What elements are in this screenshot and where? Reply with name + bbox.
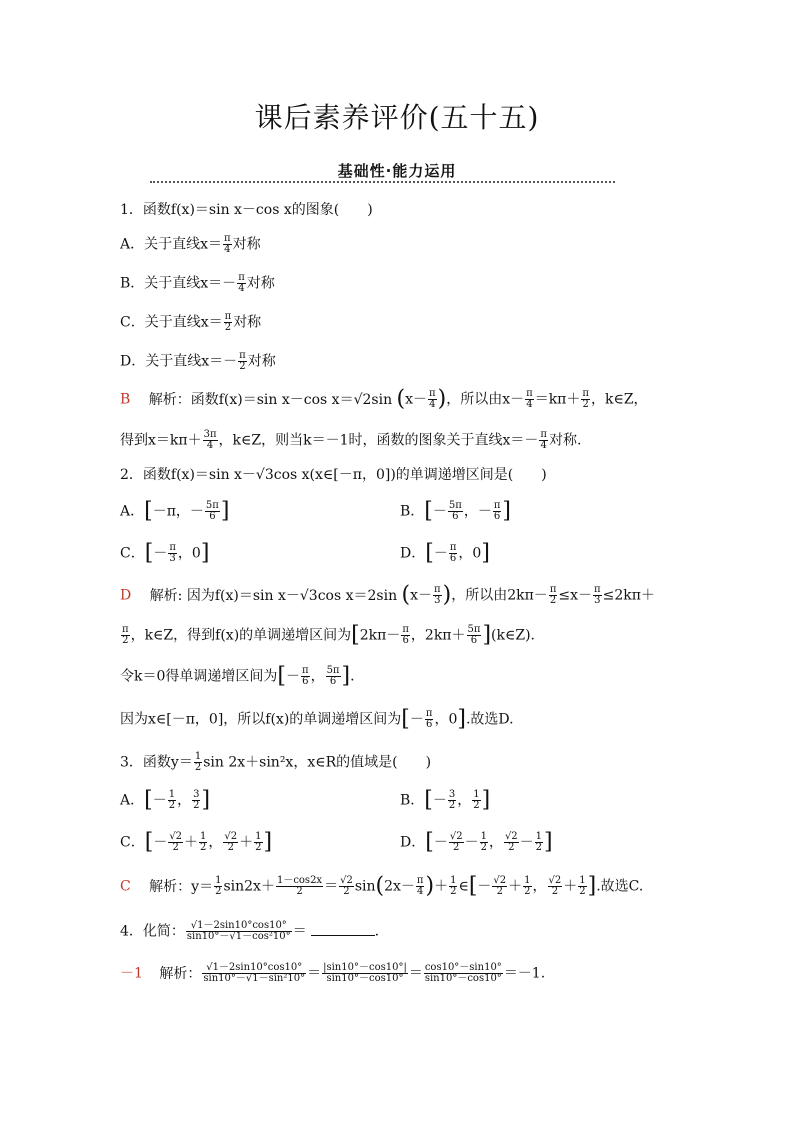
section-heading: 基础性·能力运用 (337, 162, 457, 180)
q4-stem: 4．化简： $\frac{√1-2\sin 10^\circ\cos 10^\circ}{\text{sin10°－√1－cos²10°}}$ ＝ . (120, 920, 380, 942)
answer-blank (311, 935, 375, 936)
q2-option-b: B．[－ $\frac{5\pi}{6}$ ，－ $\frac{\pi}{6}$ ] (400, 498, 511, 524)
q3-answer: C (120, 878, 131, 895)
q2-option-a: A．[－π，－ $\frac{5\pi}{6}$ ] (120, 498, 230, 524)
q2-solution-line1: D 解析: 因为f(x)＝sin x－√3cos x＝2sin (x－ $\frac{\pi}{3}$ )，所以由2kπ－ $\frac{\pi}{2}$ ≤x－ $\frac{\pi}{3}$ ≤2kπ＋ (120, 582, 655, 608)
q2-solution-line3: 令k＝0得单调递增区间为[－ $\frac{\pi}{6}$ ， $\frac{5\pi}{6}$ ]. (120, 663, 355, 689)
q1-option-d: D．关于直线x＝－ $\frac{\pi}{2}$ 对称 (120, 350, 276, 372)
q1-answer: B (120, 391, 131, 408)
q1-solution-line2: 得到x＝kπ＋ $\frac{3\pi}{4}$ ，k∈Z，则当k＝－1时，函数的图象关于直线x＝－ $\frac{\pi}{4}$ 对称. (120, 429, 582, 451)
q4-answer: －1 (120, 965, 143, 982)
q2-answer: D (120, 587, 132, 604)
q2-option-c: C．[－ $\frac{\pi}{3}$ ，0] (120, 540, 210, 566)
q1-solution-line1: B 解析：函数f(x)＝sin x－cos x＝√2sin (x－ $\frac{\pi}{4}$ )，所以由x－ $\frac{\pi}{4}$ ＝kπ＋ $\frac{\pi}{2}$ ，k∈Z， (120, 386, 648, 412)
q1-option-c: C．关于直线x＝ $\frac{\pi}{2}$ 对称 (120, 311, 262, 333)
q2-solution-line4: 因为x∈[－π，0]，所以f(x)的单调递增区间为[－ $\frac{\pi}{6}$ ，0].故选D. (120, 706, 514, 732)
q4-solution: －1 解析： $\frac{√1-2\sin 10^\circ\cos 10^\circ}{\text{sin10°－√1－sin²10°}}$ ＝ $\frac{|\sin 10^\circ-\cos 10^\circ|}{\sin 10^\circ-\cos 10^\circ}$ ＝ $\frac{\cos 10^\circ-\sin 10^\circ}{\sin 10^\circ-\cos 10^\circ}$ ＝－1. (120, 962, 546, 984)
q2-stem: 2．函数f(x)＝sin x－√3cos x(x∈[－π，0])的单调递增区间是( ) (120, 467, 547, 483)
q2-option-d: D．[－ $\frac{\pi}{6}$ ，0] (400, 540, 490, 566)
q1-stem: 1．函数f(x)＝sin x－cos x的图象( ) (120, 202, 373, 218)
page-title: 课后素养评价(五十五) (254, 101, 540, 134)
q2-solution-line2: $\frac{\pi}{2}$ ，k∈Z，得到f(x)的单调递增区间为[2kπ－ $\frac{\pi}{6}$ ，2kπ＋ $\frac{5\pi}{6}$ ](k∈Z). (122, 622, 535, 648)
q3-solution: C 解析：y＝ $\frac{1}{2}$ sin2x＋ $\frac{1-\cos 2x}{2}$ ＝ $\frac{√2}{2}$ sin(2x－ $\frac{\pi}{4}$ )＋ $\frac{1}{2}$ ∈[－ $\frac{√2}{2}$ ＋ $\frac{1}{2}$ ， $\frac{√2}{2}$ ＋ $\frac{1}{2}$ ].故选C. (120, 873, 644, 899)
q3-stem: 3．函数y＝ $\frac{1}{2}$ sin 2x＋sin²x，x∈R的值域是( ) (120, 751, 432, 773)
q1-option-b: B．关于直线x＝－ $\frac{\pi}{4}$ 对称 (120, 272, 275, 294)
q3-option-a: A．[－ $\frac{1}{2}$ ， $\frac{3}{2}$ ] (120, 787, 211, 813)
q1-option-a: A．关于直线x＝ $\frac{\pi}{4}$ 对称 (120, 233, 261, 255)
q3-option-c: C．[－ $\frac{√2}{2}$ ＋ $\frac{1}{2}$ ， $\frac{√2}{2}$ ＋ $\frac{1}{2}$ ] (120, 829, 273, 855)
dotted-divider (150, 181, 615, 183)
q3-option-b: B．[－ $\frac{3}{2}$ ， $\frac{1}{2}$ ] (400, 787, 491, 813)
q3-option-d: D．[－ $\frac{√2}{2}$ － $\frac{1}{2}$ ， $\frac{√2}{2}$ － $\frac{1}{2}$ ] (400, 829, 553, 855)
